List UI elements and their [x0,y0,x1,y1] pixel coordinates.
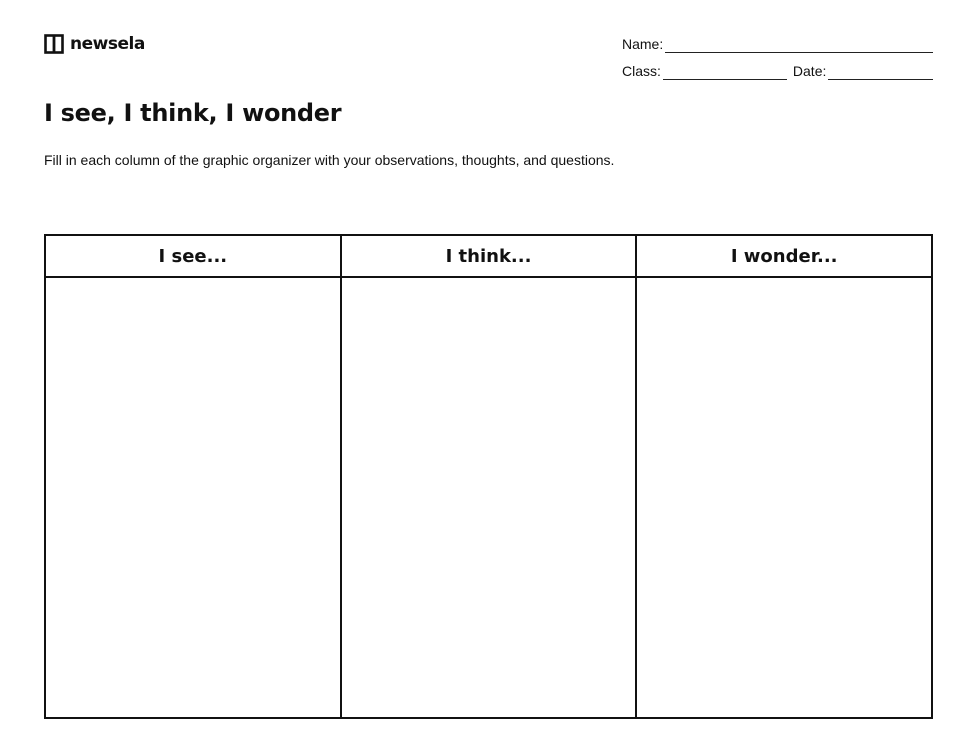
column-i-wonder [635,236,931,717]
brand-logo [44,33,145,55]
class-field[interactable] [663,64,787,80]
name-label: Name: [622,36,664,52]
book-icon [44,34,64,54]
column-body-i-think[interactable] [342,278,636,717]
class-label: Class: [622,63,661,79]
date-field[interactable] [828,64,933,80]
column-header-i-see: I see... [46,236,340,278]
column-body-i-wonder[interactable] [637,278,931,717]
column-i-see [46,236,340,717]
class-date-row [622,62,933,80]
column-header-i-think: I think... [342,236,636,278]
brand-name: newsela [70,34,145,54]
instructions: Fill in each column of the graphic organizer with your observations, thoughts, and questions. [44,152,615,168]
student-info-fields [622,35,933,80]
column-i-think [340,236,636,717]
date-label: Date: [792,63,827,79]
page-title: I see, I think, I wonder [44,99,342,127]
name-row [622,35,933,53]
name-field[interactable] [665,37,933,53]
column-header-i-wonder: I wonder... [637,236,931,278]
graphic-organizer [44,234,933,719]
column-body-i-see[interactable] [46,278,340,717]
